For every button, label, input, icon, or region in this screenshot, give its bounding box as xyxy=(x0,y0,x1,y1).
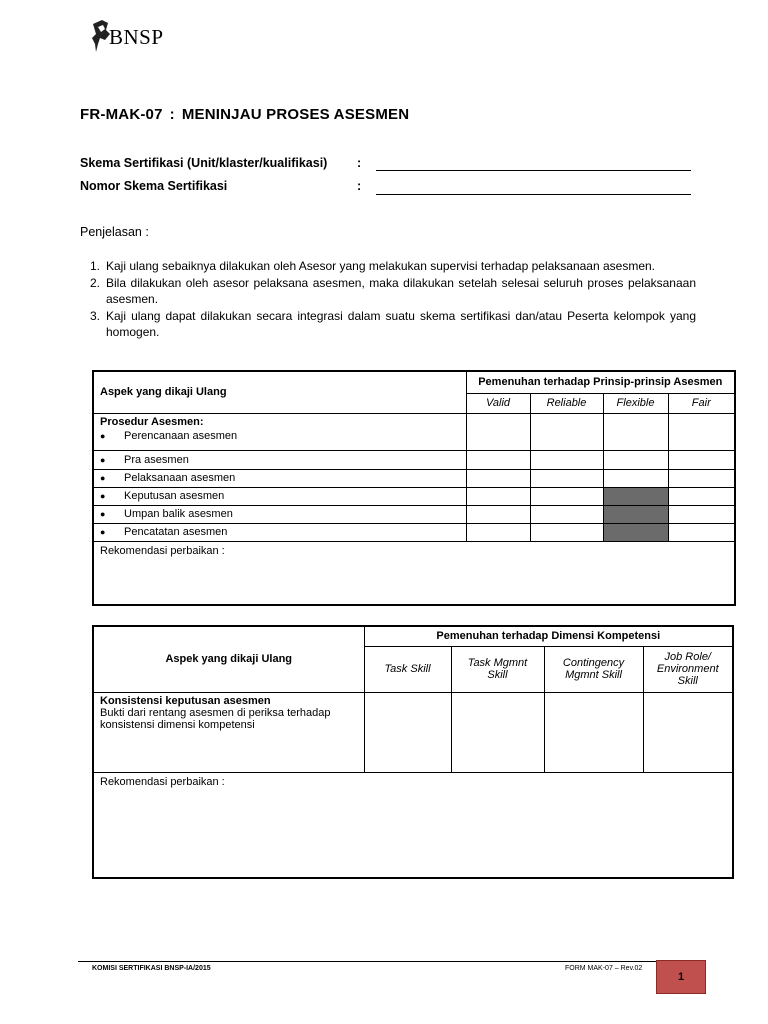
note-number: 1. xyxy=(89,259,100,273)
procedure-row xyxy=(93,450,466,469)
bullet-icon: ● xyxy=(100,473,106,483)
title-separator: : xyxy=(169,106,175,123)
recommendation-field[interactable]: Rekomendasi perbaikan : xyxy=(93,772,733,878)
procedure-label: Umpan balik asesmen xyxy=(124,508,233,520)
shaded-cell xyxy=(603,487,668,505)
check-cell[interactable] xyxy=(668,505,735,523)
col-task-mgmnt-skill: Task Mgmnt Skill xyxy=(451,646,544,692)
check-cell[interactable] xyxy=(466,450,530,469)
check-cell[interactable] xyxy=(530,450,603,469)
footer-left-text: KOMISI SERTIFIKASI BNSP-IA/2015 xyxy=(92,965,211,972)
procedure-label: Pelaksanaan asesmen xyxy=(124,472,236,484)
aspect-header: Aspek yang dikaji Ulang xyxy=(93,371,466,413)
procedure-row xyxy=(93,523,466,541)
check-cell[interactable] xyxy=(603,413,668,450)
notes-list xyxy=(80,258,696,341)
field-label-skema: Skema Sertifikasi (Unit/klaster/kualifikasi) xyxy=(80,156,328,170)
col-valid: Valid xyxy=(466,393,530,413)
note-number: 2. xyxy=(89,275,100,290)
bullet-icon: ● xyxy=(100,454,106,465)
check-cell[interactable] xyxy=(668,469,735,487)
shaded-cell xyxy=(603,523,668,541)
col-flexible: Flexible xyxy=(603,393,668,413)
check-cell[interactable] xyxy=(643,692,733,772)
principles-group-header: Pemenuhan terhadap Prinsip-prinsip Asesmen xyxy=(466,371,735,393)
consistency-text: Bukti dari rentang asesmen di periksa terhadap konsistensi dimensi kompetensi xyxy=(100,706,331,731)
note-text: Bila dilakukan oleh asesor pelaksana asesmen, maka dilakukan setelah selesai seluruh proses pelaksanaan asesmen. xyxy=(106,275,696,306)
note-item xyxy=(80,275,696,308)
field-colon-skema: : xyxy=(357,156,362,170)
penjelasan-heading: Penjelasan : xyxy=(80,225,149,239)
check-cell[interactable] xyxy=(364,692,451,772)
procedure-row xyxy=(93,469,466,487)
check-cell[interactable] xyxy=(668,523,735,541)
check-cell[interactable] xyxy=(451,692,544,772)
consistency-title: Konsistensi keputusan asesmen xyxy=(100,694,271,707)
field-label-nomor: Nomor Skema Sertifikasi xyxy=(80,179,228,193)
form-title xyxy=(80,106,409,123)
shaded-cell xyxy=(603,505,668,523)
col-contingency-skill: Contingency Mgmnt Skill xyxy=(544,646,643,692)
check-cell[interactable] xyxy=(530,469,603,487)
competency-group-header: Pemenuhan terhadap Dimensi Kompetensi xyxy=(364,626,733,646)
col-fair: Fair xyxy=(668,393,735,413)
check-cell[interactable] xyxy=(668,413,735,450)
footer-divider xyxy=(78,961,656,962)
check-cell[interactable] xyxy=(466,523,530,541)
nomor-input-line[interactable] xyxy=(376,194,691,195)
check-cell[interactable] xyxy=(530,487,603,505)
check-cell[interactable] xyxy=(603,469,668,487)
check-cell[interactable] xyxy=(530,505,603,523)
skema-input-line[interactable] xyxy=(376,170,691,171)
check-cell[interactable] xyxy=(466,413,530,450)
bnsp-logo xyxy=(90,18,170,56)
bullet-icon: ● xyxy=(100,430,106,441)
check-cell[interactable] xyxy=(466,505,530,523)
check-cell[interactable] xyxy=(668,487,735,505)
recommendation-field[interactable]: Rekomendasi perbaikan : xyxy=(93,541,735,605)
bullet-icon: ● xyxy=(100,509,106,519)
check-cell[interactable] xyxy=(530,413,603,450)
note-item xyxy=(80,258,696,275)
check-cell[interactable] xyxy=(668,450,735,469)
col-reliable: Reliable xyxy=(530,393,603,413)
principles-table xyxy=(92,370,736,606)
check-cell[interactable] xyxy=(530,523,603,541)
check-cell[interactable] xyxy=(466,487,530,505)
page-number: 1 xyxy=(656,960,706,994)
aspect-header: Aspek yang dikaji Ulang xyxy=(93,626,364,692)
procedure-label: Perencanaan asesmen xyxy=(124,429,238,442)
note-text: Kaji ulang sebaiknya dilakukan oleh Asesor yang melakukan supervisi terhadap pelaksanaan asesmen. xyxy=(106,259,656,273)
procedure-row-1 xyxy=(93,413,466,450)
note-item xyxy=(80,308,696,341)
procedure-label: Pencatatan asesmen xyxy=(124,526,228,538)
procedure-row xyxy=(93,487,466,505)
col-job-role-skill: Job Role/ Environment Skill xyxy=(643,646,733,692)
procedure-row xyxy=(93,505,466,523)
procedure-label: Pra asesmen xyxy=(124,453,189,466)
form-name: MENINJAU PROSES ASESMEN xyxy=(181,106,410,123)
check-cell[interactable] xyxy=(544,692,643,772)
consistency-row xyxy=(93,692,364,772)
field-colon-nomor: : xyxy=(357,179,362,193)
note-text: Kaji ulang dapat dilakukan secara integrasi dalam suatu skema sertifikasi dan/atau Peserta kelompok yang homogen. xyxy=(106,308,696,339)
competency-table xyxy=(92,625,734,879)
procedure-label: Keputusan asesmen xyxy=(124,490,225,502)
procedure-section-title: Prosedur Asesmen: xyxy=(100,415,204,428)
footer-right-text: FORM MAK-07 – Rev.02 xyxy=(565,965,643,972)
check-cell[interactable] xyxy=(466,469,530,487)
logo-text: BNSP xyxy=(109,25,164,49)
form-code: FR-MAK-07 xyxy=(80,106,163,123)
col-task-skill: Task Skill xyxy=(364,646,451,692)
check-cell[interactable] xyxy=(603,450,668,469)
bullet-icon: ● xyxy=(100,527,106,537)
note-number: 3. xyxy=(89,308,100,323)
bullet-icon: ● xyxy=(100,491,106,501)
